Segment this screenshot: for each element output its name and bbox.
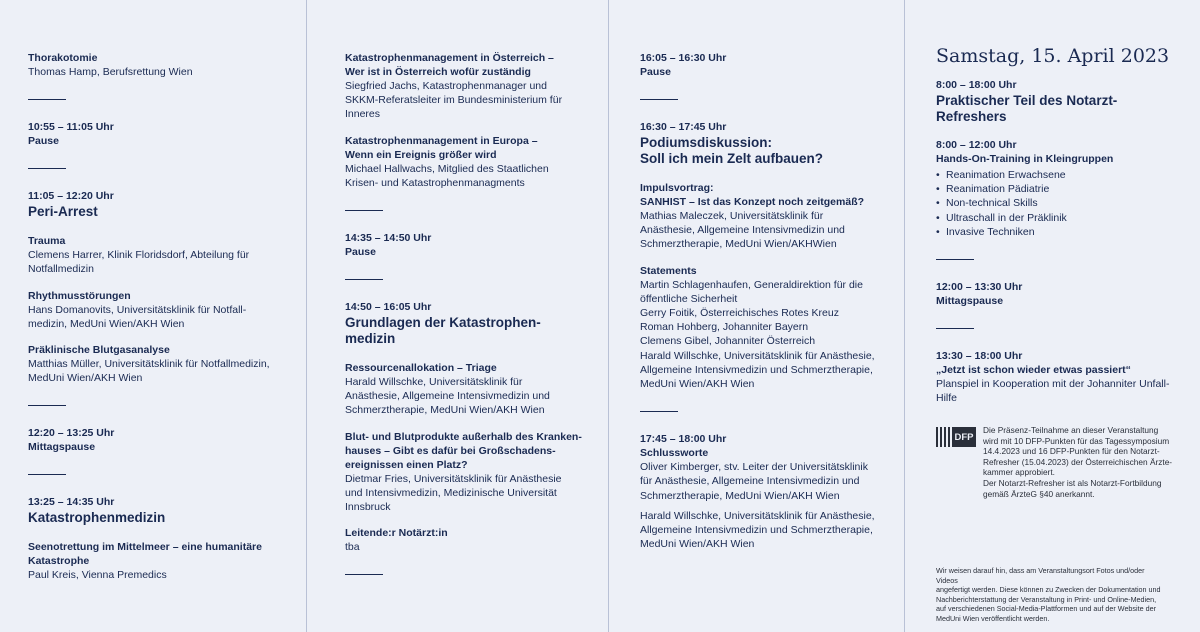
talk-title: Ressourcenallokation – Triage <box>345 362 497 375</box>
speaker-line: Michael Hallwachs, Mitglied des Staatlichen <box>345 162 549 175</box>
time-slot: 10:55 – 11:05 Uhr <box>28 121 114 134</box>
talk-item <box>28 343 306 385</box>
column-4 <box>904 0 1200 632</box>
list-item: • Reanimation Erwachsene <box>936 168 1200 182</box>
talk-title: ereignissen einen Platz? <box>345 458 468 471</box>
column-3 <box>608 0 904 632</box>
section-title: Katastrophenmedizin <box>28 510 166 526</box>
talk-item <box>28 234 306 276</box>
time-slot: 12:00 – 13:30 Uhr <box>936 281 1023 294</box>
speaker-line: tba <box>345 541 360 554</box>
speaker-line: Siegfried Jachs, Katastrophenmanager und <box>345 80 547 92</box>
dfp-logo-text: DFP <box>952 427 976 447</box>
talk-title: Katastrophenmanagement in Europa – <box>345 134 538 147</box>
speaker-line: medizin, MedUni Wien/AKH Wien <box>28 317 185 330</box>
divider <box>28 99 66 100</box>
talk-title: hauses – Gibt es dafür bei Großschadens- <box>345 444 556 457</box>
session-label: Pause <box>28 135 59 148</box>
talk-title: Wer ist in Österreich wofür zuständig <box>345 66 531 78</box>
talk-title: Seenotrettung im Mittelmeer – eine humanitäre <box>28 541 262 554</box>
note-line: wird mit 10 DFP-Punkten für das Tagessymposium <box>983 435 1170 446</box>
talk-title: Katastrophe <box>28 555 90 568</box>
speaker-line: Harald Willschke, Universitätsklinik für <box>345 376 523 389</box>
speaker-line: MedUni Wien/AKH Wien <box>640 378 755 391</box>
divider <box>640 99 678 100</box>
divider <box>28 168 66 169</box>
time-slot: 13:30 – 18:00 Uhr <box>936 350 1023 363</box>
divider <box>345 210 383 211</box>
section-title: Peri-Arrest <box>28 204 98 220</box>
divider <box>28 474 66 475</box>
talk-item <box>345 526 608 554</box>
speaker-line: Oliver Kimberger, stv. Leiter der Universitätsklinik <box>640 461 868 474</box>
session-label: „Jetzt ist schon wieder etwas passiert“ <box>936 364 1131 377</box>
speaker-line: SKKM-Referatsleiter im Bundesministerium für <box>345 94 563 107</box>
statements-block <box>640 264 904 392</box>
talk-item <box>28 289 306 331</box>
speaker-block <box>640 460 904 503</box>
section-title: Praktischer Teil des Notarzt- <box>936 93 1118 108</box>
divider <box>345 279 383 280</box>
speaker-line: Schmerztherapie, MedUni Wien/AKH Wien <box>345 404 545 417</box>
speaker-line: Anästhesie, Allgemeine Intensivmedizin und <box>345 390 550 403</box>
list-item: • Invasive Techniken <box>936 225 1200 239</box>
note-line: Refresher (15.04.2023) der Österreichischen Ärzte- <box>983 456 1173 467</box>
session-label: Pause <box>640 66 671 78</box>
divider <box>640 411 678 412</box>
day-heading: Samstag, 15. April 2023 <box>936 45 1170 67</box>
list-item: • Non-technical Skills <box>936 196 1200 210</box>
section-title: Grundlagen der Katastrophen- <box>345 315 541 331</box>
divider <box>345 574 383 575</box>
speaker-line: Inneres <box>345 108 381 121</box>
talk-title: Impulsvortrag: <box>640 182 714 194</box>
speaker: Paul Kreis, Vienna Premedics <box>28 569 167 582</box>
speaker-line: und Intensivmedizin, Medizinische Universität <box>345 486 557 499</box>
time-slot: 14:35 – 14:50 Uhr <box>345 232 432 245</box>
photo-disclaimer <box>936 566 1166 624</box>
talk-item <box>345 430 608 515</box>
talk-title: Leitende:r Notärzt:in <box>345 527 448 540</box>
time-slot: 8:00 – 12:00 Uhr <box>936 139 1017 151</box>
speaker-line: Roman Hohberg, Johanniter Bayern <box>640 321 809 334</box>
column-2 <box>306 0 608 632</box>
speaker-line: MedUni Wien/AKH Wien <box>28 372 143 385</box>
disclaimer-line: auf verschiedenen Social-Media-Plattformen und auf der Website der <box>936 604 1157 614</box>
dfp-note <box>983 425 1176 499</box>
speaker-line: Mathias Maleczek, Universitätsklinik für <box>640 210 824 222</box>
note-line: Die Präsenz-Teilnahme an dieser Veranstaltung <box>983 425 1159 435</box>
speaker-line: Anästhesie, Allgemeine Intensivmedizin und <box>640 224 845 237</box>
talk-title: Blut- und Blutprodukte außerhalb des Kranken- <box>345 430 582 443</box>
talk-title: Katastrophenmanagement in Österreich – <box>345 52 554 64</box>
speaker-line: MedUni Wien/AKH Wien <box>640 538 755 551</box>
speaker-line: Hilfe <box>936 392 958 405</box>
list-item: • Ultraschall in der Präklinik <box>936 211 1200 225</box>
talk-item <box>345 361 608 418</box>
talk-title: Rhythmusstörungen <box>28 289 131 302</box>
disclaimer-line: Nachberichterstattung der Veranstaltung in Print- und Online-Medien, <box>936 594 1157 604</box>
speaker-line: Dietmar Fries, Universitätsklinik für Anästhesie <box>345 472 562 485</box>
session-label: Mittagspause <box>28 441 96 454</box>
talk-item <box>345 51 608 122</box>
time-slot: 16:30 – 17:45 Uhr <box>640 121 727 133</box>
dfp-notice <box>936 425 1176 499</box>
speaker-line: Gerry Foitik, Österreichisches Rotes Kreuz <box>640 307 839 320</box>
training-list <box>936 168 1200 239</box>
session-label: Schlussworte <box>640 447 709 460</box>
speaker-line: Innsbruck <box>345 501 391 514</box>
section-title: Refreshers <box>936 109 1007 124</box>
note-line: gemäß ÄrzteG §40 anerkannt. <box>983 488 1095 499</box>
divider <box>936 259 974 260</box>
speaker-line: öffentliche Sicherheit <box>640 292 738 305</box>
time-slot: 16:05 – 16:30 Uhr <box>640 52 727 64</box>
dfp-logo <box>936 427 976 447</box>
speaker-line: Harald Willschke, Universitätsklinik für Anästhesie, <box>640 509 875 522</box>
speaker-line: Matthias Müller, Universitätsklinik für Notfallmedizin, <box>28 358 270 371</box>
time-slot: 14:50 – 16:05 Uhr <box>345 301 432 314</box>
speaker-line: Allgemeine Intensivmedizin und Schmerztherapie, <box>640 363 873 376</box>
section-title: medizin <box>345 331 396 347</box>
talk-title: Präklinische Blutgasanalyse <box>28 344 170 357</box>
speaker-line: Martin Schlagenhaufen, Generaldirektion für die <box>640 278 863 291</box>
disclaimer-line: MedUni Wien veröffentlicht werden. <box>936 613 1050 623</box>
talk-item <box>640 181 904 252</box>
column-1 <box>0 0 306 632</box>
session-label: Pause <box>345 246 376 259</box>
speaker-line: Hans Domanovits, Universitätsklinik für Notfall- <box>28 303 247 316</box>
session-label: Mittagspause <box>936 295 1004 308</box>
speaker-line: für Anästhesie, Allgemeine Intensivmedizin und <box>640 475 860 488</box>
note-line: Der Notarzt-Refresher ist als Notarzt-Fortbildung <box>983 477 1162 488</box>
section-title: Soll ich mein Zelt aufbauen? <box>640 151 824 166</box>
divider <box>28 405 66 406</box>
speaker-line: Clemens Harrer, Klinik Floridsdorf, Abteilung für <box>28 249 250 262</box>
talk-title: Trauma <box>28 235 66 248</box>
speaker-line: Schmerztherapie, MedUni Wien/AKH Wien <box>640 489 840 502</box>
speaker-line: Schmerztherapie, MedUni Wien/AKHWien <box>640 238 837 251</box>
talk-title: Wenn ein Ereignis größer wird <box>345 148 497 161</box>
time-slot: 8:00 – 18:00 Uhr <box>936 79 1017 91</box>
divider <box>936 328 974 329</box>
time-slot: 17:45 – 18:00 Uhr <box>640 433 727 446</box>
dfp-bars-icon <box>936 427 952 447</box>
section-title: Podiumsdiskussion: <box>640 135 773 150</box>
list-item: • Reanimation Pädiatrie <box>936 182 1200 196</box>
speaker-line: Allgemeine Intensivmedizin und Schmerztherapie, <box>640 524 873 537</box>
session-label: Hands-On-Training in Kleingruppen <box>936 153 1114 165</box>
speaker-line: Krisen- und Katastrophenmanagments <box>345 176 525 189</box>
time-slot: 12:20 – 13:25 Uhr <box>28 427 115 440</box>
note-line: kammer approbiert. <box>983 467 1055 478</box>
note-line: 14.4.2023 und 16 DFP-Punkten für den Notarzt- <box>983 446 1160 457</box>
speaker-line: Notfallmedizin <box>28 263 94 276</box>
talk-title: SANHIST – Ist das Konzept noch zeitgemäß? <box>640 196 865 208</box>
speaker: Thomas Hamp, Berufsrettung Wien <box>28 66 193 78</box>
disclaimer-line: angefertigt werden. Diese können zu Zwecken der Dokumentation und <box>936 585 1161 595</box>
talk-item <box>345 134 608 190</box>
disclaimer-line: Wir weisen darauf hin, dass am Veranstaltungsort Fotos und/oder Videos <box>936 566 1145 585</box>
talk-title: Statements <box>640 264 697 277</box>
speaker-block <box>640 509 904 552</box>
speaker-line: Planspiel in Kooperation mit der Johanniter Unfall- <box>936 378 1170 391</box>
speaker-line: Harald Willschke, Universitätsklinik für Anästhesie, <box>640 349 875 362</box>
speaker-line: Clemens Gibel, Johanniter Österreich <box>640 335 816 348</box>
time-slot: 11:05 – 12:20 Uhr <box>28 190 114 203</box>
session-title: Thorakotomie <box>28 52 98 64</box>
time-slot: 13:25 – 14:35 Uhr <box>28 496 115 509</box>
